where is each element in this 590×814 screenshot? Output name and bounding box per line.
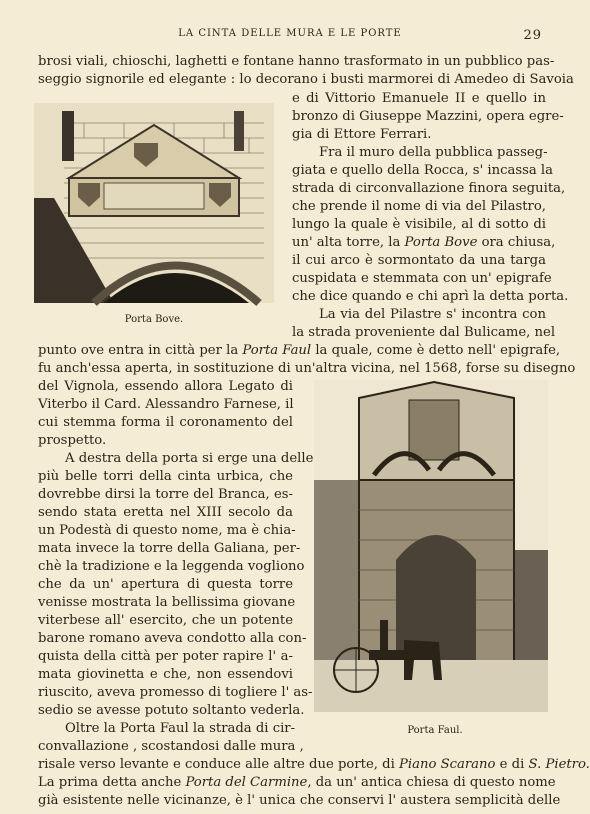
text-line: Fra il muro della pubblica passeg- bbox=[319, 145, 548, 160]
text-line: chè la tradizione e la leggenda vogliono bbox=[38, 559, 305, 574]
text-line: prospetto. bbox=[38, 433, 107, 448]
text-line: la strada proveniente dal Bulicame, nel bbox=[292, 325, 556, 340]
text-line: La prima detta anche Porta del Carmine, da un' antica chiesa di questo nome bbox=[38, 775, 556, 790]
porta-bove-photo bbox=[34, 103, 274, 303]
text-line: Oltre la Porta Faul la strada di cir- bbox=[65, 721, 296, 736]
text-line: strada di circonvallazione finora seguita, bbox=[292, 181, 566, 196]
text-line: risale verso levante e conduce alle altre due porte, di Piano Scarano e di S. Pietro. bbox=[38, 757, 590, 772]
text-line: Viterbo il Card. Alessandro Farnese, il bbox=[38, 397, 294, 412]
text-line: A destra della porta si erge una delle bbox=[65, 451, 314, 466]
text-line: riuscito, aveva promesso di togliere l' as- bbox=[38, 685, 313, 700]
text-line: del Vignola, essendo allora Legato di bbox=[38, 379, 293, 394]
text-line: dovrebbe dirsi la torre del Branca, es- bbox=[38, 487, 293, 502]
text-line: bronzo di Giuseppe Mazzini, opera egre- bbox=[292, 109, 564, 124]
text-line: più belle torri della cinta urbica, che bbox=[38, 469, 293, 484]
porta-faul-photo bbox=[314, 380, 548, 712]
header-title: LA CINTA DELLE MURA E LE PORTE bbox=[178, 28, 402, 39]
text-line: il cui arco è sormontato da una targa bbox=[292, 253, 546, 268]
text-line: che dice quando e chi aprì la detta porta. bbox=[292, 289, 569, 304]
text-line: punto ove entra in città per la Porta Faul la quale, come è detto nell' epigrafe, bbox=[38, 343, 561, 358]
text-line: brosi viali, chioschi, laghetti e fontane hanno trasformato in un pubblico pas- bbox=[38, 54, 555, 69]
text-line: lungo la quale è visibile, al di sotto di bbox=[292, 217, 546, 232]
page-number: 29 bbox=[523, 28, 542, 43]
running-header bbox=[38, 28, 542, 44]
text-line: convallazione , scostandosi dalle mura , bbox=[38, 739, 304, 754]
text-line: che da un' apertura di questa torre bbox=[38, 577, 293, 592]
porta-faul-caption: Porta Faul. bbox=[407, 725, 463, 736]
text-line: La via del Pilastre s' incontra con bbox=[319, 307, 546, 322]
text-line: sedio se avesse potuto soltanto vederla. bbox=[38, 703, 305, 718]
text-line: sendo stata eretta nel XIII secolo da bbox=[38, 505, 293, 520]
text-line: mata invece la torre della Galiana, per- bbox=[38, 541, 301, 556]
text-line: mata giovinetta e che, non essendovi bbox=[38, 667, 293, 682]
text-line: un Podestà di questo nome, ma è chia- bbox=[38, 523, 296, 538]
text-line: cui stemma forma il coronamento del bbox=[38, 415, 293, 430]
text-line: venisse mostrata la bellissima giovane bbox=[38, 595, 296, 610]
text-line: viterbese all' esercito, che un potente bbox=[38, 613, 293, 628]
text-line: che prende il nome di via del Pilastro, bbox=[292, 199, 546, 214]
text-line: e di Vittorio Emanuele II e quello in bbox=[292, 91, 546, 106]
text-line: seggio signorile ed elegante : lo decorano i busti marmorei di Amedeo di Savoia bbox=[38, 72, 574, 87]
text-line: cuspidata e stemmata con un' epigrafe bbox=[292, 271, 552, 286]
text-line: quista della città per poter rapire l' a- bbox=[38, 649, 293, 664]
text-line: gia di Ettore Ferrari. bbox=[292, 127, 432, 142]
text-line: giata e quello della Rocca, s' incassa la bbox=[292, 163, 554, 178]
porta-bove-caption: Porta Bove. bbox=[124, 314, 184, 325]
text-line: fu anch'essa aperta, in sostituzione di un'altra vicina, nel 1568, forse su disegno bbox=[38, 361, 576, 376]
text-line: un' alta torre, la Porta Bove ora chiusa, bbox=[292, 235, 556, 250]
text-line: barone romano aveva condotto alla con- bbox=[38, 631, 307, 646]
text-line: già esistente nelle vicinanze, è l' unica che conservi l' austera semplicità delle bbox=[38, 793, 561, 808]
